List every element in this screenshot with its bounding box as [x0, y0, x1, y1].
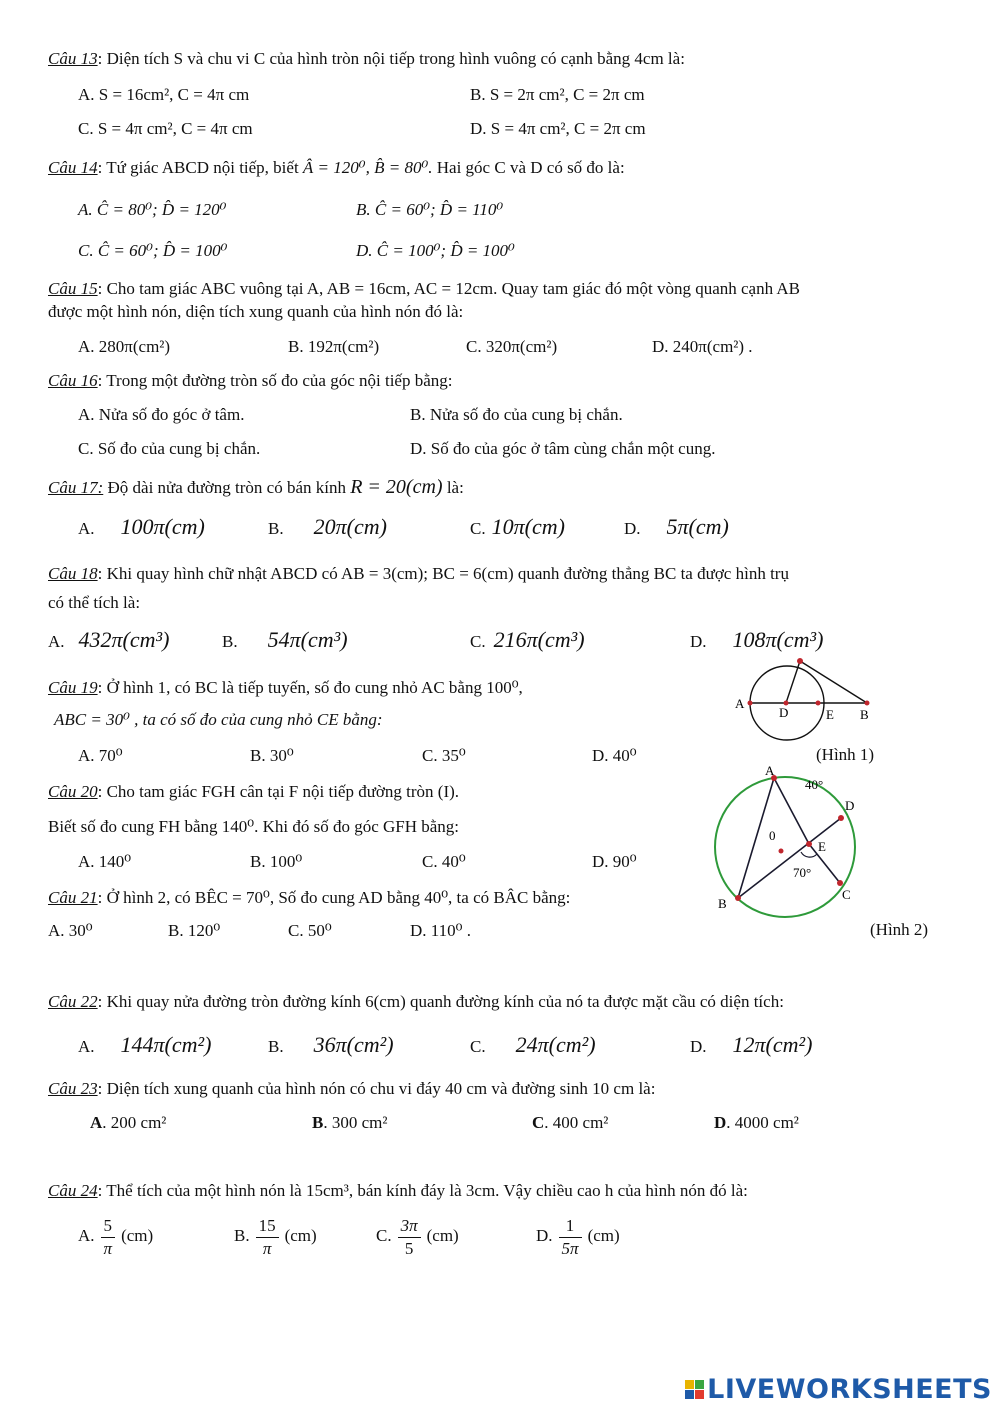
- q16-label: Câu 16: [48, 371, 98, 390]
- q23-option-d[interactable]: [714, 1112, 799, 1134]
- q20-text: : Cho tam giác FGH cân tại F nội tiếp đường tròn (I).: [97, 782, 460, 801]
- q16-option-b[interactable]: B. Nửa số đo của cung bị chắn.: [410, 405, 623, 424]
- q24-option-d-denominator: 5π: [561, 1238, 579, 1258]
- figure-2-line-ae: [774, 778, 809, 844]
- q23-option-a-letter: A: [90, 1113, 103, 1132]
- q14-stem: [48, 157, 625, 179]
- q17-option-a[interactable]: [78, 516, 205, 540]
- q24-option-b-denominator: π: [262, 1238, 272, 1258]
- q24-option-c-unit: (cm): [426, 1226, 459, 1245]
- q24-option-a-denominator: π: [103, 1238, 113, 1258]
- q17-option-c[interactable]: [470, 516, 565, 540]
- figure-2-label-angle: 70°: [793, 865, 812, 880]
- q22-label: Câu 22: [48, 992, 98, 1011]
- q16-option-c[interactable]: C. Số đo của cung bị chắn.: [78, 439, 261, 458]
- q14-option-c[interactable]: C. Ĉ = 60⁰; D̂ = 100⁰: [78, 241, 228, 260]
- q23-option-d-letter: D: [714, 1113, 727, 1132]
- q14-text-post: Hai góc C và D có số đo là:: [432, 158, 625, 177]
- q19-option-a[interactable]: A. 70⁰: [78, 746, 123, 765]
- q17-option-d-value: 5π(cm): [666, 514, 729, 539]
- q20-option-b[interactable]: B. 100⁰: [250, 852, 303, 871]
- q24-option-c-fraction: [398, 1215, 421, 1260]
- q15-option-c[interactable]: C. 320π(cm²): [466, 337, 558, 356]
- figure-1-label-e: E: [826, 707, 834, 722]
- q24-option-d-letter: D.: [536, 1226, 553, 1245]
- q13-option-d[interactable]: D. S = 4π cm², C = 2π cm: [470, 119, 646, 138]
- figure-2-label-b: B: [718, 896, 727, 911]
- q22-option-b[interactable]: [268, 1034, 394, 1058]
- q18-option-c-value: 216π(cm³): [493, 627, 585, 652]
- logo-square-blue: [685, 1390, 694, 1399]
- q16-stem: [48, 370, 452, 392]
- q15-option-b[interactable]: B. 192π(cm²): [288, 337, 380, 356]
- q13-text: : Diện tích S và chu vi C của hình tròn nội tiếp trong hình vuông có cạnh bằng 4cm là:: [97, 49, 685, 68]
- q15-text: : Cho tam giác ABC vuông tại A, AB = 16cm, AC = 12cm. Quay tam giác đó một vòng quanh cạnh AB: [97, 279, 801, 298]
- q24-option-a-letter: A.: [78, 1226, 95, 1245]
- q16-option-a[interactable]: A. Nửa số đo góc ở tâm.: [78, 405, 245, 424]
- q21-option-a[interactable]: A. 30⁰: [48, 921, 93, 940]
- q17-option-b[interactable]: [268, 516, 387, 540]
- figure-2-label-arc: 40°: [805, 777, 824, 792]
- q19-label: Câu 19: [48, 678, 98, 697]
- q22-option-a-value: 144π(cm²): [120, 1032, 212, 1057]
- q19-option-d[interactable]: D. 40⁰: [592, 746, 637, 765]
- liveworksheets-logo: [685, 1374, 992, 1405]
- q17-label: Câu 17:: [48, 478, 104, 497]
- q20-option-d[interactable]: D. 90⁰: [592, 852, 637, 871]
- q21-option-d[interactable]: D. 110⁰ .: [410, 921, 471, 940]
- q18-option-d-value: 108π(cm³): [732, 627, 824, 652]
- q23-option-c[interactable]: [532, 1112, 608, 1134]
- q13-stem: [48, 48, 685, 70]
- figure-2-label-o: 0: [769, 828, 776, 843]
- q23-option-d-value: . 4000 cm²: [726, 1113, 799, 1132]
- q14-option-a[interactable]: A. Ĉ = 80⁰; D̂ = 120⁰: [78, 200, 227, 219]
- q20-option-c[interactable]: C. 40⁰: [422, 852, 466, 871]
- figure-1-line-cd: [786, 661, 800, 703]
- q17-text-post: là:: [442, 478, 464, 497]
- q21-stem: [48, 887, 570, 909]
- q24-option-d-unit: (cm): [587, 1226, 620, 1245]
- q18-option-c[interactable]: [470, 629, 585, 653]
- q24-option-a[interactable]: [78, 1214, 153, 1260]
- q24-option-c-numerator: 3π: [398, 1215, 421, 1238]
- figure-1-point-b: [865, 701, 870, 706]
- q24-stem: [48, 1180, 748, 1202]
- q19-text2: ABC = 30⁰ , ta có số đo của cung nhỏ CE bằng:: [54, 710, 383, 729]
- q13-option-c[interactable]: C. S = 4π cm², C = 4π cm: [78, 119, 253, 138]
- q23-option-c-value: . 400 cm²: [544, 1113, 609, 1132]
- q22-option-a-letter: A.: [78, 1037, 95, 1056]
- q24-option-d-fraction: [559, 1215, 582, 1260]
- q18-option-a[interactable]: [48, 629, 169, 653]
- q24-option-d-numerator: 1: [559, 1215, 582, 1238]
- q22-option-b-letter: B.: [268, 1037, 284, 1056]
- figure-1-label-d: D: [779, 705, 789, 720]
- q16-text: : Trong một đường tròn số đo của góc nội tiếp bằng:: [97, 371, 453, 390]
- q19-stem: [48, 677, 523, 699]
- figure-2-label-d: D: [845, 798, 855, 813]
- q24-text: : Thể tích của một hình nón là 15cm³, bán kính đáy là 3cm. Vậy chiều cao h của hình nón đó là:: [97, 1181, 748, 1200]
- q24-option-b[interactable]: [234, 1214, 317, 1260]
- q18-option-b-letter: B.: [222, 632, 238, 651]
- q19-option-c[interactable]: C. 35⁰: [422, 746, 466, 765]
- figure-2-angle-arc: [801, 852, 817, 857]
- q22-option-b-value: 36π(cm²): [313, 1032, 394, 1057]
- liveworksheets-brand-text: LIVEWORKSHEETS: [707, 1374, 992, 1405]
- q19-option-b[interactable]: B. 30⁰: [250, 746, 294, 765]
- q17-option-c-letter: C.: [470, 519, 486, 538]
- q14-option-b[interactable]: B. Ĉ = 60⁰; D̂ = 110⁰: [356, 200, 504, 219]
- q15-label: Câu 15: [48, 279, 98, 298]
- q17-option-c-value: 10π(cm): [491, 514, 565, 539]
- figure-2-label-a: A: [765, 763, 775, 778]
- q20-text2: Biết số đo cung FH bằng 140⁰. Khi đó số đo góc GFH bằng:: [48, 817, 460, 836]
- q18-option-c-letter: C.: [470, 632, 486, 651]
- q18-option-b[interactable]: [222, 629, 348, 653]
- q23-option-b[interactable]: [312, 1112, 387, 1134]
- q24-option-b-numerator: 15: [256, 1215, 279, 1238]
- logo-square-red: [695, 1390, 704, 1399]
- q20-option-a[interactable]: A. 140⁰: [78, 852, 132, 871]
- q17-option-b-value: 20π(cm): [313, 514, 387, 539]
- figure-2-diagram: [705, 760, 875, 920]
- q18-option-a-letter: A.: [48, 632, 65, 651]
- q21-text: : Ở hình 2, có BÊC = 70⁰, Số đo cung AD bằng 40⁰, ta có BÂC bằng:: [97, 888, 571, 907]
- q13-option-b[interactable]: B. S = 2π cm², C = 2π cm: [470, 85, 645, 104]
- figure-2-point-d: [838, 815, 844, 821]
- q23-stem: [48, 1078, 655, 1100]
- q14-label: Câu 14: [48, 158, 98, 177]
- q24-option-b-unit: (cm): [284, 1226, 317, 1245]
- q23-option-a[interactable]: [90, 1112, 166, 1134]
- q24-option-c[interactable]: [376, 1214, 459, 1260]
- q23-option-b-letter: B: [312, 1113, 324, 1132]
- logo-square-green: [695, 1380, 704, 1389]
- q15-text2: được một hình nón, diện tích xung quanh của hình nón đó là:: [48, 302, 464, 321]
- q13-label: Câu 13: [48, 49, 98, 68]
- q15-option-d[interactable]: D. 240π(cm²) .: [652, 337, 753, 356]
- figure-1-tangent-bc: [800, 661, 867, 703]
- q14-option-d[interactable]: D. Ĉ = 100⁰; D̂ = 100⁰: [356, 241, 515, 260]
- q22-option-c-value: 24π(cm²): [515, 1032, 596, 1057]
- q24-option-b-fraction: [256, 1215, 279, 1260]
- figure-2-caption: (Hình 2): [870, 920, 929, 939]
- figure-2-line-bd: [738, 818, 841, 898]
- figure-1-point-c: [797, 658, 803, 664]
- q22-stem: [48, 991, 784, 1013]
- q17-option-a-value: 100π(cm): [120, 514, 205, 539]
- q23-option-a-value: . 200 cm²: [102, 1113, 167, 1132]
- q17-option-d-letter: D.: [624, 519, 641, 538]
- figure-2-point-c: [837, 880, 843, 886]
- figure-1-label-a: A: [735, 696, 745, 711]
- q20-stem: [48, 781, 459, 803]
- q21-option-c[interactable]: C. 50⁰: [288, 921, 332, 940]
- q24-label: Câu 24: [48, 1181, 98, 1200]
- q24-option-a-numerator: 5: [101, 1215, 116, 1238]
- q23-label: Câu 23: [48, 1079, 98, 1098]
- q20-label: Câu 20: [48, 782, 98, 801]
- q14-given: Â = 120⁰, B̂ = 80⁰.: [302, 158, 433, 177]
- q18-text: : Khi quay hình chữ nhật ABCD có AB = 3(cm); BC = 6(cm) quanh đường thẳng BC ta được hình trụ: [97, 564, 789, 583]
- q24-option-b-letter: B.: [234, 1226, 250, 1245]
- q15-stem: [48, 278, 800, 300]
- q18-stem: [48, 563, 789, 585]
- figure-2-point-b: [735, 895, 741, 901]
- q21-label: Câu 21: [48, 888, 98, 907]
- q15-option-a[interactable]: A. 280π(cm²): [78, 337, 171, 356]
- q22-text: : Khi quay nửa đường tròn đường kính 6(cm) quanh đường kính của nó ta được mặt cầu có diện tích:: [97, 992, 784, 1011]
- q22-option-c[interactable]: [470, 1034, 596, 1058]
- q22-option-a[interactable]: [78, 1034, 211, 1058]
- figure-1-diagram: [730, 650, 880, 745]
- figure-1-label-b: B: [860, 707, 869, 722]
- q24-option-a-unit: (cm): [121, 1226, 154, 1245]
- q17-option-a-letter: A.: [78, 519, 95, 538]
- q22-option-d-value: 12π(cm²): [732, 1032, 813, 1057]
- q22-option-c-letter: C.: [470, 1037, 486, 1056]
- q23-option-c-letter: C: [532, 1113, 545, 1132]
- figure-1-point-a: [748, 701, 753, 706]
- q18-label: Câu 18: [48, 564, 98, 583]
- liveworksheets-logo-icon: [685, 1380, 704, 1399]
- figure-2-point-e: [806, 841, 812, 847]
- q22-option-d-letter: D.: [690, 1037, 707, 1056]
- q18-text2: có thể tích là:: [48, 593, 141, 612]
- q16-option-d[interactable]: D. Số đo của góc ở tâm cùng chắn một cung.: [410, 439, 716, 458]
- q21-option-b[interactable]: B. 120⁰: [168, 921, 221, 940]
- figure-2-point-o: [779, 849, 784, 854]
- q24-option-c-denominator: 5: [404, 1238, 414, 1258]
- q17-option-b-letter: B.: [268, 519, 284, 538]
- figure-1-point-e: [816, 701, 821, 706]
- q24-option-a-fraction: [101, 1215, 116, 1260]
- q17-given: R = 20(cm): [350, 476, 443, 498]
- figure-2-label-e: E: [818, 839, 826, 854]
- q19-text: : Ở hình 1, có BC là tiếp tuyến, số đo cung nhỏ AC bằng 100⁰,: [97, 678, 523, 697]
- q18-option-d-letter: D.: [690, 632, 707, 651]
- q13-option-a[interactable]: A. S = 16cm², C = 4π cm: [78, 85, 250, 104]
- q22-option-d[interactable]: [690, 1034, 812, 1058]
- figure-2-label-c: C: [842, 887, 851, 902]
- figure-1-caption: (Hình 1): [816, 745, 875, 764]
- q23-text: : Diện tích xung quanh của hình nón có chu vi đáy 40 cm và đường sinh 10 cm là:: [97, 1079, 656, 1098]
- q14-text: : Tứ giác ABCD nội tiếp, biết: [97, 158, 303, 177]
- logo-square-yellow: [685, 1380, 694, 1389]
- q24-option-d[interactable]: [536, 1214, 620, 1260]
- q24-option-c-letter: C.: [376, 1226, 392, 1245]
- q17-stem: [48, 476, 464, 499]
- q17-text: Độ dài nửa đường tròn có bán kính: [103, 478, 351, 497]
- q23-option-b-value: . 300 cm²: [323, 1113, 388, 1132]
- q18-option-a-value: 432π(cm³): [78, 627, 170, 652]
- q18-option-b-value: 54π(cm³): [267, 627, 348, 652]
- q17-option-d[interactable]: [624, 516, 729, 540]
